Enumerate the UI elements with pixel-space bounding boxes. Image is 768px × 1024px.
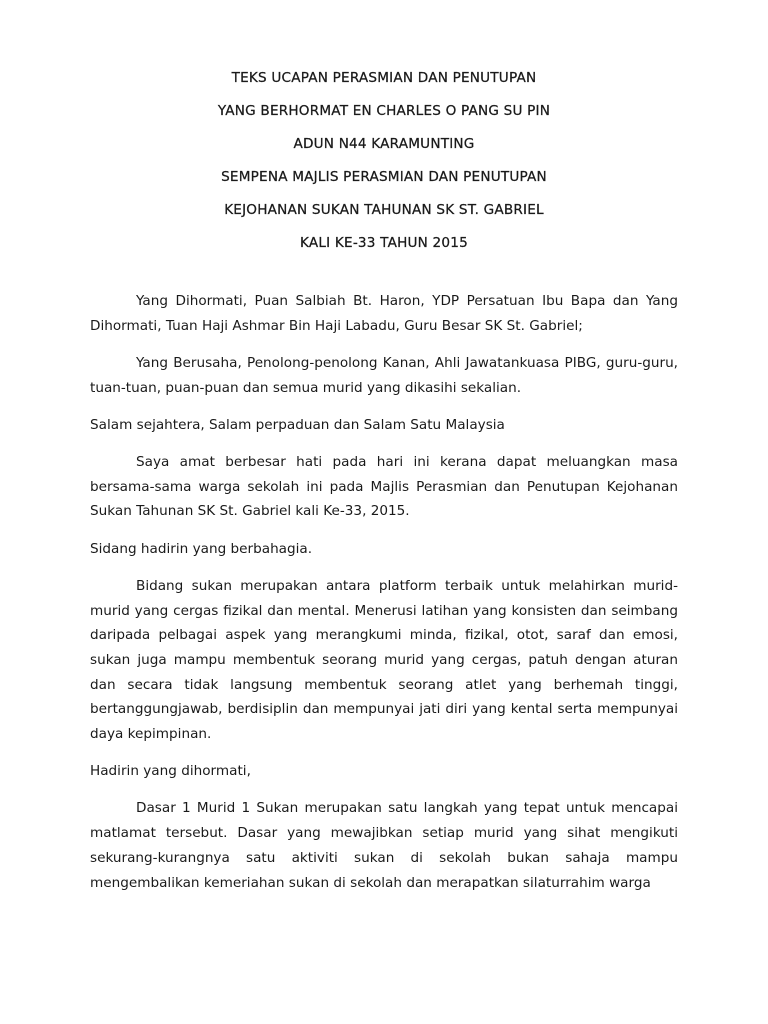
paragraph-salutation-2: Yang Berusaha, Penolong-penolong Kanan, Ahli Jawatankuasa PIBG, guru-guru, tuan-tuan, puan-puan dan semua murid yang dikasihi sekalian. [90,354,678,396]
paragraph-address-2: Hadirin yang dihormati, [90,763,251,780]
paragraph-salutation-1: Yang Dihormati, Puan Salbiah Bt. Haron, YDP Persatuan Ibu Bapa dan Yang Dihormati, Tuan Haji Ashmar Bin Haji Labadu, Guru Besar SK St. Gabriel; [90,293,678,334]
title-line-6: KALI KE-33 TAHUN 2015 [300,235,468,251]
speech-body [90,289,678,895]
title-line-5: KEJOHANAN SUKAN TAHUNAN SK ST. GABRIEL [224,202,544,218]
paragraph-policy: Dasar 1 Murid 1 Sukan merupakan satu langkah yang tepat untuk mencapai matlamat tersebut. Dasar yang mewajibkan setiap murid yang sihat mengikuti sekurang-kurangnya satu aktiviti sukan di sekolah bukan sahaja mampu mengembalikan kemeriahan sukan di sekolah dan merapatkan silaturrahim warga [90,800,678,891]
title-line-1: TEKS UCAPAN PERASMIAN DAN PENUTUPAN [231,70,537,86]
paragraph-sports-importance: Bidang sukan merupakan antara platform terbaik untuk melahirkan murid-murid yang cergas fizikal dan mental. Menerusi latihan yang konsisten dan seimbang daripada pelbagai aspek yang merangkumi minda, fizikal, otot, saraf dan emosi, sukan juga mampu membentuk seorang murid yang cergas, patuh dengan aturan dan secara tidak langsung membentuk seorang atlet yang berhemah tinggi, bertanggungjawab, berdisiplin dan mempunyai jati diri yang kental serta mempunyai daya kepimpinan. [90,577,678,743]
paragraph-greeting: Salam sejahtera, Salam perpaduan dan Salam Satu Malaysia [90,416,505,433]
title-line-3: ADUN N44 KARAMUNTING [293,136,475,152]
title-line-2: YANG BERHORMAT EN CHARLES O PANG SU PIN [217,103,551,119]
paragraph-address-1: Sidang hadirin yang berbahagia. [90,540,313,557]
paragraph-opening: Saya amat berbesar hati pada hari ini kerana dapat meluangkan masa bersama-sama warga sekolah ini pada Majlis Perasmian dan Penutupan Kejohanan Sukan Tahunan SK St. Gabriel kali Ke-33, 2015. [90,454,678,520]
title-line-4: SEMPENA MAJLIS PERASMIAN DAN PENUTUPAN [221,169,547,185]
title-block [90,68,678,266]
